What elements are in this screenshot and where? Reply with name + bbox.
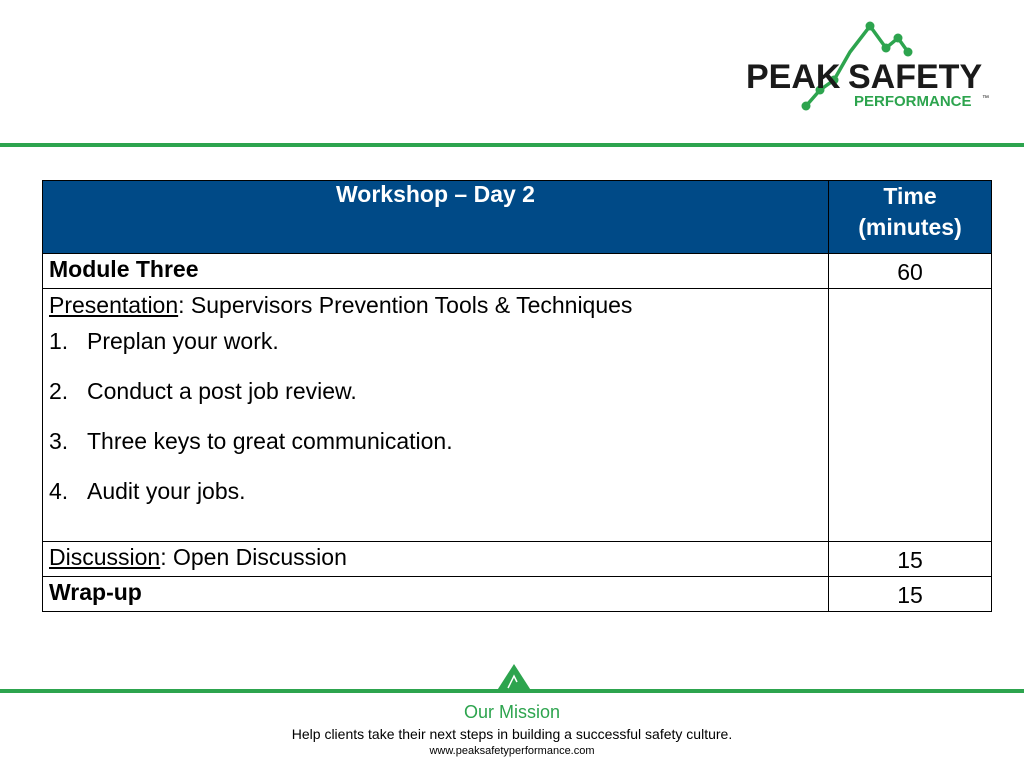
table-row-module <box>43 254 992 289</box>
list-item <box>49 327 822 355</box>
discussion-minutes: 15 <box>829 542 992 577</box>
list-item-text: Audit your jobs. <box>87 478 246 504</box>
table-row-wrapup <box>43 577 992 612</box>
presentation-cell <box>43 289 829 542</box>
logo-dot <box>904 48 913 57</box>
list-item-text: Preplan your work. <box>87 328 279 354</box>
workshop-schedule-table <box>42 180 992 612</box>
presentation-minutes <box>829 289 992 542</box>
logo-trademark: ™ <box>982 95 989 102</box>
header-time-line2: (minutes) <box>858 214 962 240</box>
logo-dot <box>894 34 903 43</box>
list-item-text: Conduct a post job review. <box>87 378 357 404</box>
mission-text: Help clients take their next steps in building a successful safety culture. <box>291 726 733 742</box>
list-item-number: 2. <box>49 378 69 404</box>
mountain-icon <box>496 662 532 692</box>
wrapup-minutes: 15 <box>829 577 992 612</box>
table-row-presentation <box>43 289 992 542</box>
list-item <box>49 477 822 505</box>
wrapup-label: Wrap-up <box>43 577 829 612</box>
website-link[interactable]: www.peaksafetyperformance.com <box>429 745 595 757</box>
presentation-rest: : Supervisors Prevention Tools & Techniques <box>178 292 633 318</box>
list-item-number: 3. <box>49 428 69 454</box>
list-item <box>49 427 822 455</box>
peak-safety-logo <box>742 18 992 120</box>
mission-title: Our Mission <box>463 702 561 722</box>
presentation-title <box>49 289 822 321</box>
module-minutes: 60 <box>829 254 992 289</box>
logo-dot <box>882 44 891 53</box>
discussion-cell <box>43 542 829 577</box>
header-workshop-title: Workshop – Day 2 <box>43 181 829 254</box>
presentation-list <box>49 327 822 505</box>
top-green-rule <box>0 143 1024 147</box>
logo-word-performance: PERFORMANCE <box>854 93 972 110</box>
logo-word-safety: SAFETY <box>848 58 983 96</box>
table-row-discussion <box>43 542 992 577</box>
list-item <box>49 377 822 405</box>
logo-word-peak: PEAK <box>746 58 841 96</box>
logo-dot <box>802 102 811 111</box>
bottom-green-rule <box>0 689 1024 693</box>
logo-graphic <box>742 18 992 120</box>
list-item-number: 4. <box>49 478 69 504</box>
discussion-label: Discussion <box>49 544 161 570</box>
header-time <box>829 181 992 254</box>
module-label: Module Three <box>43 254 829 289</box>
list-item-text: Three keys to great communication. <box>87 428 453 454</box>
header-time-line1: Time <box>883 183 937 209</box>
list-item-number: 1. <box>49 328 69 354</box>
discussion-rest: : Open Discussion <box>160 544 347 570</box>
presentation-label: Presentation <box>49 292 179 318</box>
logo-dot <box>866 22 875 31</box>
table-header-row <box>43 181 992 254</box>
